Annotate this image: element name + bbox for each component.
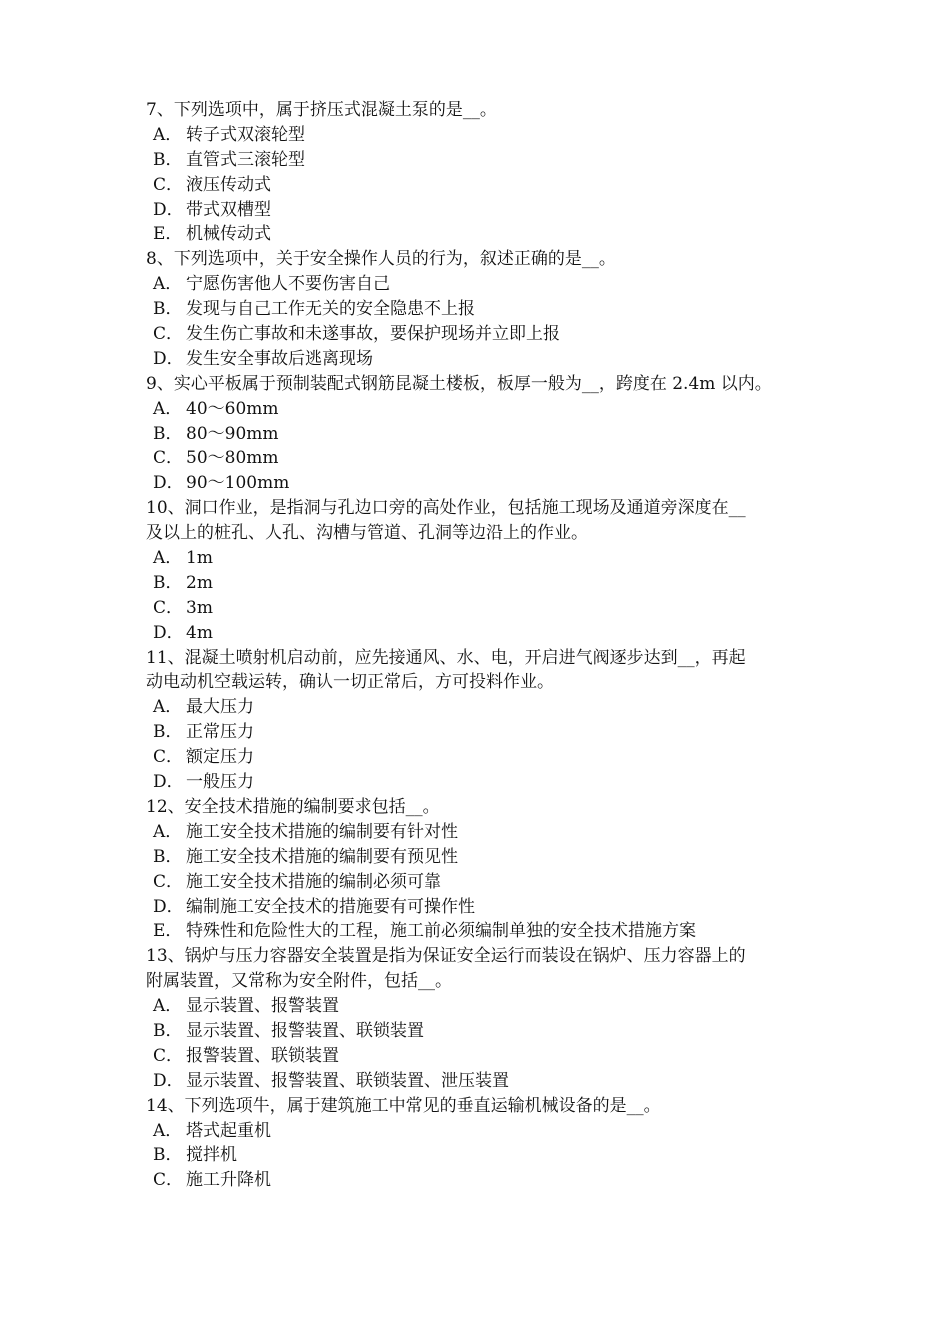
question-text: 14、下列选项牛，属于建筑施工中常见的垂直运输机械设备的是__。 <box>146 1095 661 1116</box>
question-text: 13、锅炉与压力容器安全装置是指为保证安全运行而装设在锅炉、压力容器上的 <box>146 946 746 967</box>
option-label: A． <box>153 821 183 842</box>
question-text: 12、安全技术措施的编制要求包括__。 <box>146 796 440 817</box>
option-label: B． <box>153 1145 183 1166</box>
option-label: D． <box>153 896 184 917</box>
option-text: 转子式双滚轮型 <box>186 124 305 145</box>
option-label: C． <box>153 1045 184 1066</box>
option-label: B． <box>153 1020 183 1041</box>
option-label: A． <box>153 124 183 145</box>
option-a <box>146 994 811 1019</box>
option-d <box>146 1069 811 1094</box>
option-label: D． <box>153 1070 184 1091</box>
option-d <box>146 347 811 372</box>
option-b <box>146 422 811 447</box>
option-label: C． <box>153 174 184 195</box>
question-text: 10、洞口作业，是指洞与孔边口旁的高处作业，包括施工现场及通道旁深度在__ <box>146 498 746 519</box>
option-text: 1m <box>186 548 213 569</box>
question-text-continued: 附属装置，又常称为安全附件，包括__。 <box>146 971 452 992</box>
option-d <box>146 895 811 920</box>
option-text: 液压传动式 <box>186 174 271 195</box>
option-text: 4m <box>186 622 213 643</box>
option-a <box>146 123 811 148</box>
option-text: 90～100mm <box>186 473 290 494</box>
option-a <box>146 546 811 571</box>
option-d <box>146 198 811 223</box>
option-label: D． <box>153 473 184 494</box>
option-label: A． <box>153 996 183 1017</box>
option-label: C． <box>153 448 184 469</box>
option-b <box>146 297 811 322</box>
option-text: 显示装置、报警装置、联锁装置 <box>186 1020 424 1041</box>
option-b <box>146 1143 811 1168</box>
question-text-continued: 动电动机空载运转，确认一切正常后，方可投料作业。 <box>146 672 554 693</box>
option-c <box>146 446 811 471</box>
option-text: 施工安全技术措施的编制要有预见性 <box>186 846 458 867</box>
option-a <box>146 1119 811 1144</box>
option-text: 正常压力 <box>186 722 254 743</box>
option-label: A． <box>153 274 183 295</box>
option-a <box>146 695 811 720</box>
option-a <box>146 272 811 297</box>
option-text: 编制施工安全技术的措施要有可操作性 <box>186 896 475 917</box>
question-9 <box>146 372 811 496</box>
option-text: 显示装置、报警装置、联锁装置、泄压装置 <box>186 1070 509 1091</box>
option-text: 施工安全技术措施的编制必须可靠 <box>186 871 441 892</box>
option-label: C． <box>153 871 184 892</box>
option-e <box>146 222 811 247</box>
question-12 <box>146 795 811 944</box>
option-label: D． <box>153 199 184 220</box>
option-label: C． <box>153 324 184 345</box>
option-text: 带式双槽型 <box>186 199 271 220</box>
option-d <box>146 471 811 496</box>
question-text: 8、下列选项中，关于安全操作人员的行为，叙述正确的是__。 <box>146 249 616 270</box>
option-text: 40～60mm <box>186 398 279 419</box>
option-label: A． <box>153 1120 183 1141</box>
option-c <box>146 322 811 347</box>
option-text: 宁愿伤害他人不要伤害自己 <box>186 274 390 295</box>
option-text: 3m <box>186 597 213 618</box>
option-d <box>146 770 811 795</box>
question-list <box>146 98 811 1193</box>
option-label: B． <box>153 423 183 444</box>
option-text: 显示装置、报警装置 <box>186 996 339 1017</box>
option-text: 80～90mm <box>186 423 279 444</box>
option-c <box>146 1044 811 1069</box>
option-c <box>146 1168 811 1193</box>
option-label: D． <box>153 348 184 369</box>
option-text: 2m <box>186 572 213 593</box>
option-text: 发现与自己工作无关的安全隐患不上报 <box>186 299 475 320</box>
option-text: 发生安全事故后逃离现场 <box>186 348 373 369</box>
option-text: 报警装置、联锁装置 <box>186 1045 339 1066</box>
option-c <box>146 596 811 621</box>
option-text: 特殊性和危险性大的工程，施工前必须编制单独的安全技术措施方案 <box>186 921 696 942</box>
option-text: 最大压力 <box>186 697 254 718</box>
option-text: 50～80mm <box>186 448 279 469</box>
option-label: C． <box>153 597 184 618</box>
option-b <box>146 845 811 870</box>
question-7 <box>146 98 811 247</box>
option-b <box>146 720 811 745</box>
option-label: B． <box>153 722 183 743</box>
option-b <box>146 1019 811 1044</box>
option-label: C． <box>153 1170 184 1191</box>
option-text: 施工升降机 <box>186 1170 271 1191</box>
option-b <box>146 148 811 173</box>
option-d <box>146 621 811 646</box>
option-c <box>146 745 811 770</box>
option-text: 额定压力 <box>186 747 254 768</box>
option-text: 一般压力 <box>186 772 254 793</box>
option-text: 发生伤亡事故和未遂事故，要保护现场并立即上报 <box>186 324 560 345</box>
option-label: B． <box>153 149 183 170</box>
option-text: 搅拌机 <box>186 1145 237 1166</box>
question-10 <box>146 496 811 645</box>
option-label: E． <box>153 921 183 942</box>
question-text: 7、下列选项中，属于挤压式混凝土泵的是__。 <box>146 100 497 120</box>
question-text: 9、实心平板属于预制装配式钢筋昆凝土楼板，板厚一般为__，跨度在 2.4m 以内。 <box>146 373 772 394</box>
option-text: 施工安全技术措施的编制要有针对性 <box>186 821 458 842</box>
option-label: A． <box>153 697 183 718</box>
question-13 <box>146 944 811 1093</box>
option-c <box>146 870 811 895</box>
option-b <box>146 571 811 596</box>
option-label: E． <box>153 224 183 245</box>
option-label: D． <box>153 622 184 643</box>
question-14 <box>146 1094 811 1194</box>
option-a <box>146 820 811 845</box>
question-text-continued: 及以上的桩孔、人孔、沟槽与管道、孔洞等边沿上的作业。 <box>146 523 588 544</box>
question-text: 11、混凝土喷射机启动前，应先接通风、水、电，开启进气阀逐步达到__，再起 <box>146 647 746 668</box>
option-c <box>146 173 811 198</box>
question-8 <box>146 247 811 371</box>
option-e <box>146 919 811 944</box>
option-a <box>146 397 811 422</box>
option-label: B． <box>153 572 183 593</box>
option-text: 机械传动式 <box>186 224 271 245</box>
option-text: 直管式三滚轮型 <box>186 149 305 170</box>
option-label: B． <box>153 299 183 320</box>
option-text: 塔式起重机 <box>186 1120 271 1141</box>
option-label: D． <box>153 772 184 793</box>
question-11 <box>146 646 811 795</box>
option-label: B． <box>153 846 183 867</box>
option-label: A． <box>153 398 183 419</box>
option-label: A． <box>153 548 183 569</box>
option-label: C． <box>153 747 184 768</box>
